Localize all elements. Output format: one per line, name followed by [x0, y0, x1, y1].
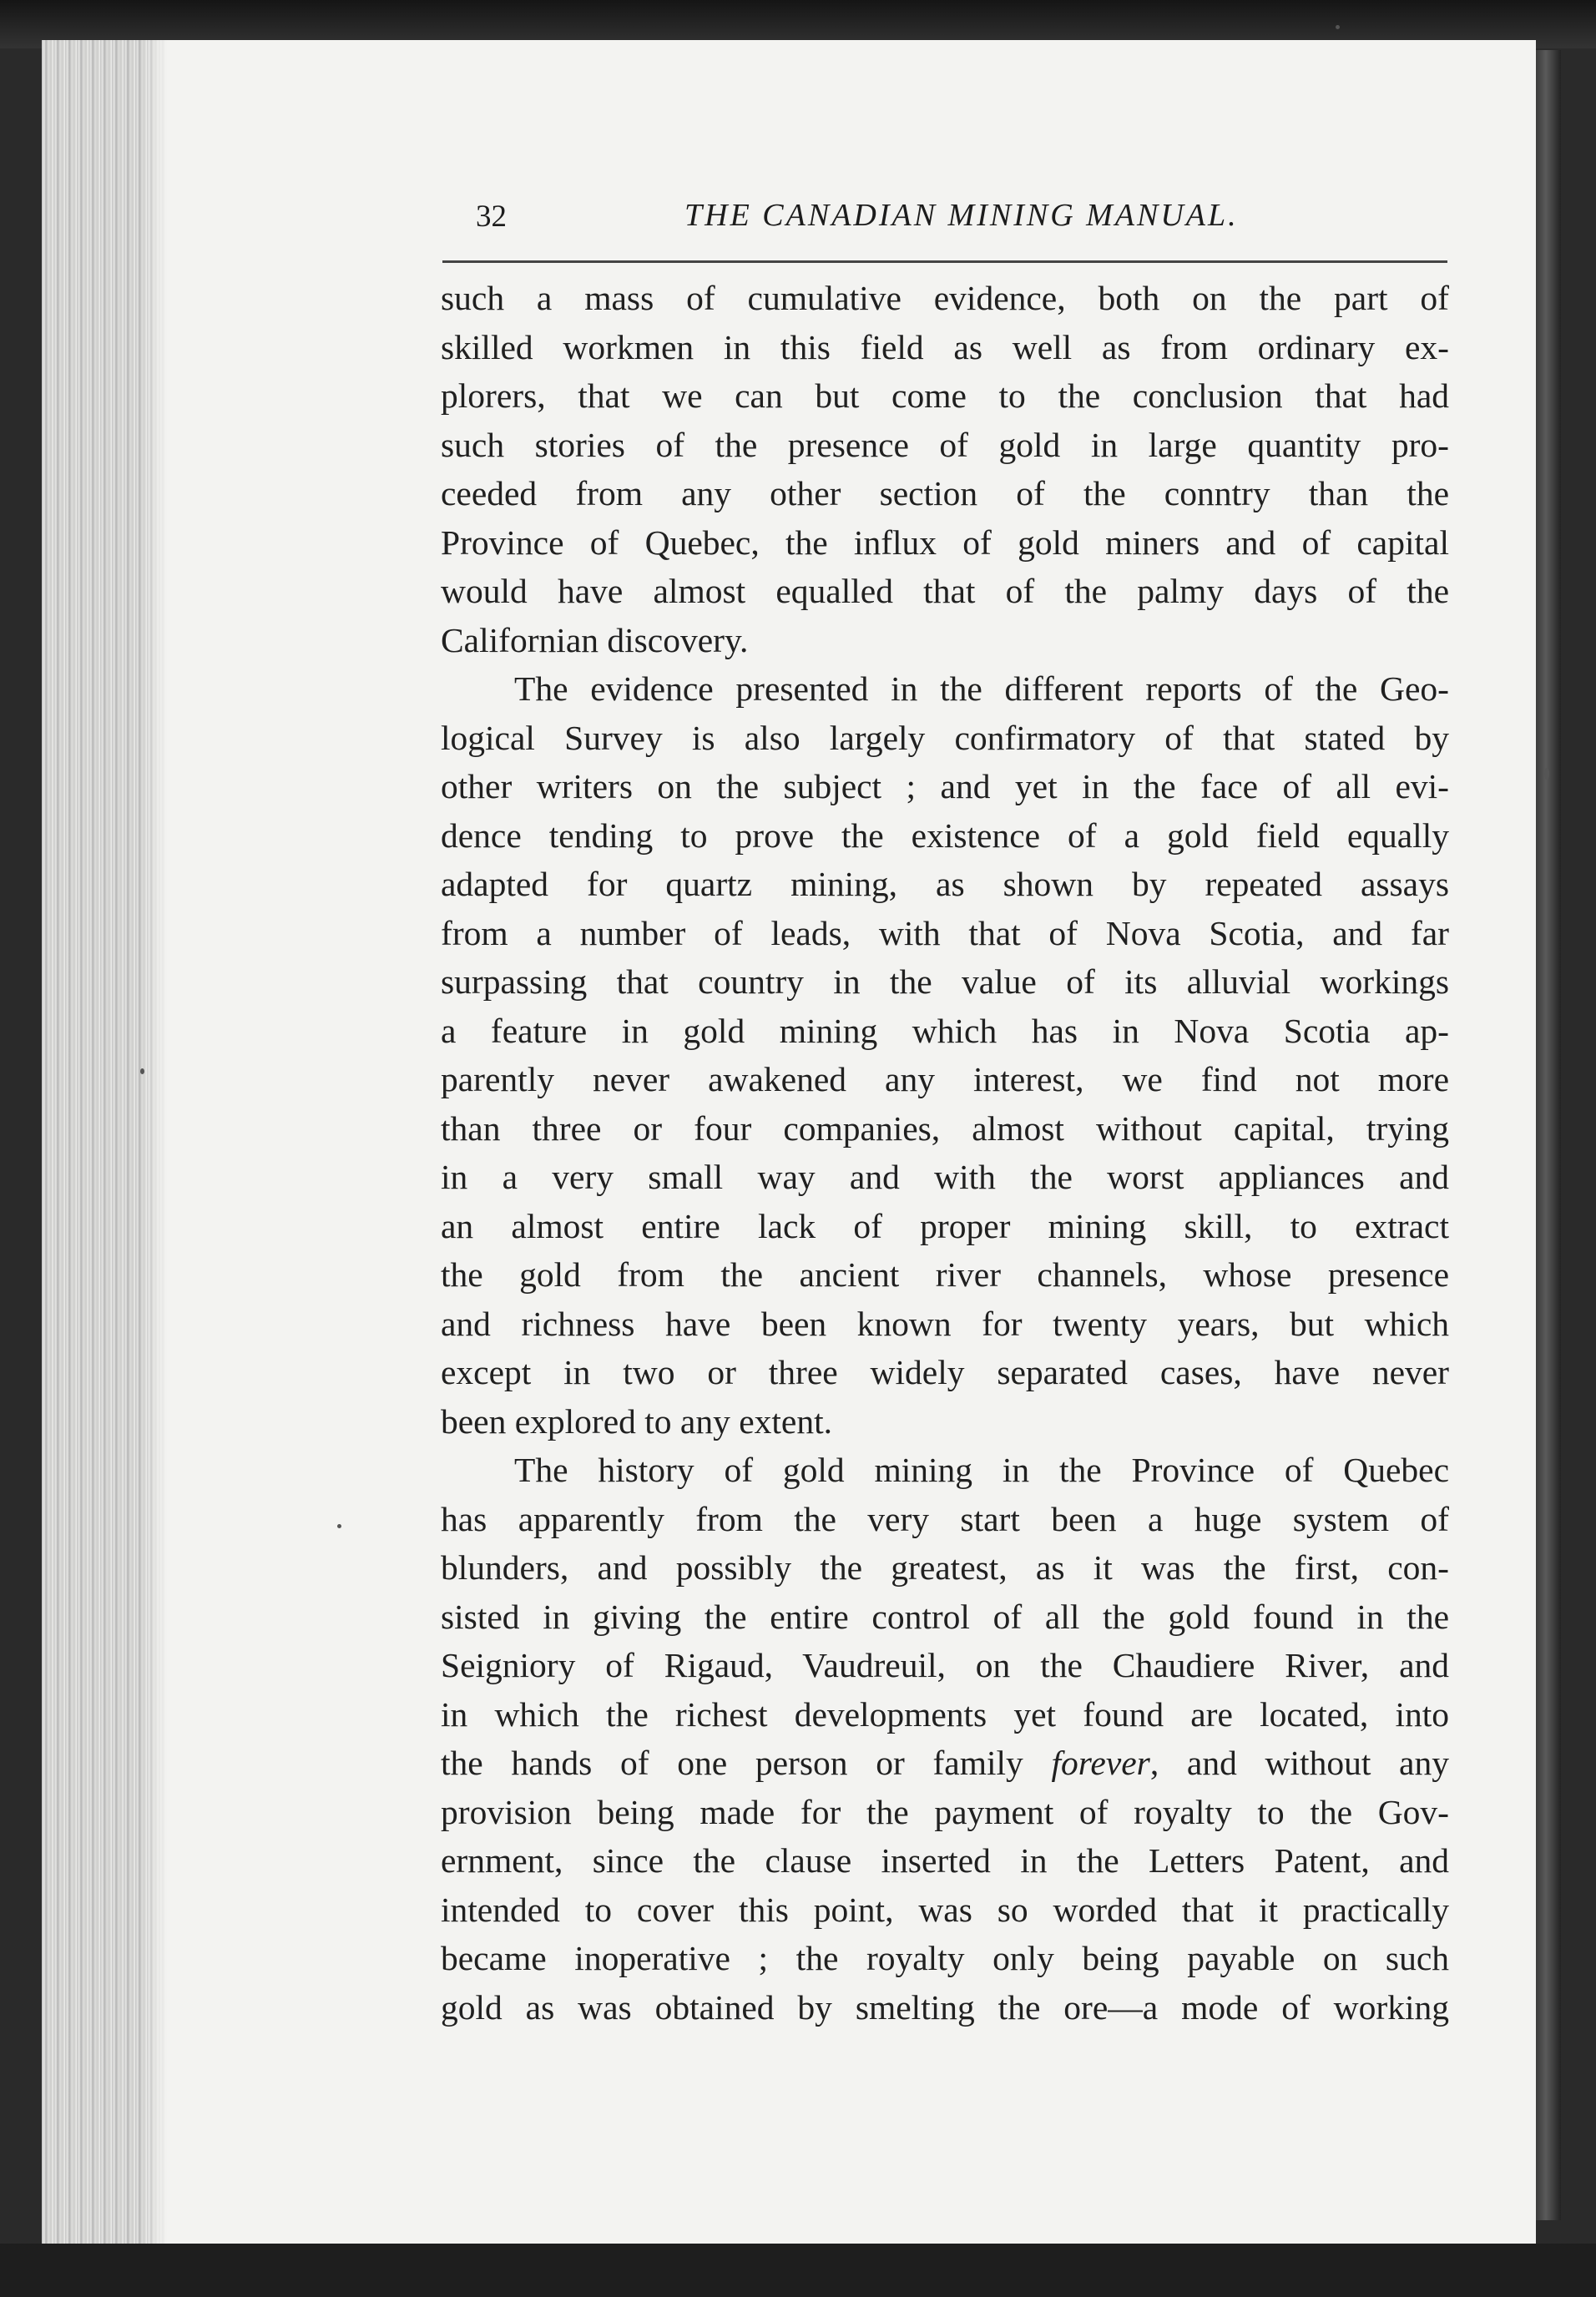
text-line: other writers on the subject ; and yet in the face of all evi- — [441, 767, 1449, 805]
page-number: 32 — [476, 199, 507, 234]
body-text — [441, 274, 1449, 2032]
text-line: an almost entire lack of proper mining skill, to extract — [441, 1206, 1449, 1245]
text-line: and richness have been known for twenty years, but which — [441, 1304, 1449, 1343]
text-line: adapted for quartz mining, as shown by repeated assays — [441, 865, 1449, 903]
text-line: than three or four companies, almost without capital, trying — [441, 1108, 1449, 1148]
text-line: a feature in gold mining which has in Nova Scotia ap- — [441, 1011, 1449, 1050]
text-line: plorers, that we can but come to the conclusion that had — [441, 376, 1449, 415]
text-line: from a number of leads, with that of Nova Scotia, and far — [441, 913, 1449, 952]
header-title: THE CANADIAN MINING MANUAL. — [684, 198, 1239, 233]
text-line: gold as was obtained by smelting the ore—a mode of working — [441, 1987, 1449, 2027]
text-line: blunders, and possibly the greatest, as it was the first, con- — [441, 1548, 1449, 1587]
scan-speck — [337, 1524, 341, 1528]
text-line: logical Survey is also largely confirmatory of that stated by — [441, 718, 1449, 757]
text-line: such a mass of cumulative evidence, both on the part of — [441, 279, 1449, 317]
text-line: the gold from the ancient river channels, whose presence — [441, 1255, 1449, 1294]
text-line: ceeded from any other section of the conntry than the — [441, 474, 1449, 512]
scan-speck — [140, 1068, 144, 1074]
text-line: would have almost equalled that of the palmy days of the — [441, 572, 1449, 610]
binding-shadow — [1536, 50, 1561, 2220]
text-line: surpassing that country in the value of its alluvial workings — [441, 962, 1449, 1001]
text-line: intended to cover this point, was so worded that it practically — [441, 1890, 1449, 1929]
text-line: except in two or three widely separated cases, have never — [441, 1353, 1449, 1391]
text-line: The evidence presented in the different reports of the Geo- — [514, 669, 1449, 708]
text-line: dence tending to prove the existence of a gold field equally — [441, 815, 1449, 855]
text-line: parently never awakened any interest, we find not more — [441, 1060, 1449, 1098]
text-line: The history of gold mining in the Province of Quebec — [514, 1451, 1449, 1489]
text-line: been explored to any extent. — [441, 1401, 833, 1441]
scan-speck — [1544, 768, 1549, 780]
italic-word: forever — [1051, 1744, 1150, 1782]
header-rule — [442, 260, 1447, 263]
text-line: in a very small way and with the worst appliances and — [441, 1158, 1449, 1196]
scan-bottom-border — [0, 2244, 1596, 2297]
text-line: Province of Quebec, the influx of gold miners and of capital — [441, 523, 1449, 562]
text-line: in which the richest developments yet found are located, into — [441, 1694, 1449, 1734]
running-head — [442, 189, 1444, 247]
text-line: skilled workmen in this field as well as from ordinary ex- — [441, 327, 1449, 366]
paragraph-2 — [441, 664, 1449, 1446]
text-line: Seigniory of Rigaud, Vaudreuil, on the Chaudiere River, and — [441, 1646, 1449, 1684]
paragraph-3 — [441, 1446, 1449, 2032]
paragraph-1 — [441, 274, 1449, 664]
scan-speck — [1336, 25, 1340, 29]
text-line: has apparently from the very start been a huge system of — [441, 1499, 1449, 1538]
text-line: such stories of the presence of gold in large quantity pro- — [441, 425, 1449, 464]
text-line: ernment, since the clause inserted in the Letters Patent, and — [441, 1841, 1449, 1880]
text-line: provision being made for the payment of royalty to the Gov- — [441, 1792, 1449, 1831]
page-edges-stack — [42, 40, 167, 2244]
text-line: the hands of one person or family forever, and without any — [441, 1744, 1449, 1782]
text-line: became inoperative ; the royalty only being payable on such — [441, 1939, 1449, 1977]
text-line: sisted in giving the entire control of all the gold found in the — [441, 1597, 1449, 1636]
text-line: Californian discovery. — [441, 620, 749, 659]
